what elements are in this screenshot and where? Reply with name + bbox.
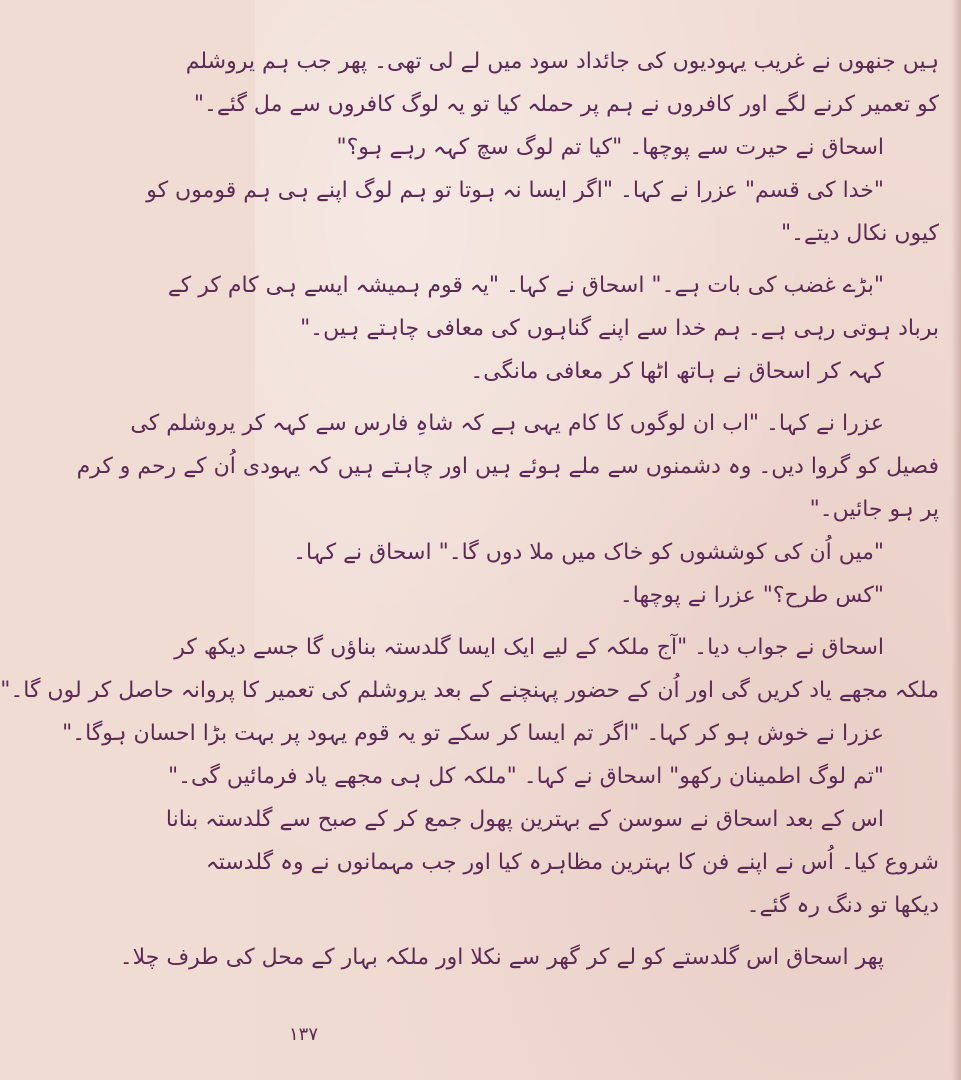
page-number: ١٣٧	[289, 1024, 319, 1045]
text-line: کو تعمیر کرنے لگے اور کافروں نے ہم پر حملہ کیا تو یہ لوگ کافروں سے مل گئے۔"	[193, 92, 939, 117]
text-line: "میں اُن کی کوششوں کو خاک میں ملا دوں گا۔" اسحاق نے کہا۔	[293, 540, 884, 565]
text-line: "خدا کی قسم" عزرا نے کہا۔ "اگر ایسا نہ ہوتا تو ہم لوگ اپنے ہی ہم قوموں کو	[146, 178, 884, 203]
text-line: پر ہو جائیں۔"	[809, 497, 939, 522]
text-line: فصیل کو گروا دیں۔ وہ دشمنوں سے ملے ہوئے ہیں اور چاہتے ہیں کہ یہودی اُن کے رحم و کرم	[76, 454, 939, 479]
text-line: اس کے بعد اسحاق نے سوسن کے بہترین پھول جمع کر کے صبح سے گلدستہ بنانا	[165, 807, 884, 832]
text-line: ہیں جنھوں نے غریب یہودیوں کی جائداد سود میں لے لی تھی۔ پھر جب ہم یروشلم	[185, 49, 939, 74]
text-line: اسحاق نے جواب دیا۔ "آج ملکہ کے لیے ایک ایسا گلدستہ بناؤں گا جسے دیکھ کر	[174, 635, 884, 660]
text-line: "کس طرح؟" عزرا نے پوچھا۔	[619, 583, 884, 608]
text-line: اسحاق نے حیرت سے پوچھا۔ "کیا تم لوگ سچ کہہ رہے ہو؟"	[336, 135, 884, 160]
page-spine-shadow	[951, 0, 961, 1080]
text-line: دیکھا تو دنگ رہ گئے۔	[746, 893, 939, 918]
text-line: کیوں نکال دیتے۔"	[780, 221, 939, 246]
text-line: ملکہ مجھے یاد کریں گی اور اُن کے حضور پہنچنے کے بعد یروشلم کی تعمیر کا پروانہ حاصل کر لوں گا۔"	[0, 678, 939, 703]
text-line: "بڑے غضب کی بات ہے۔" اسحاق نے کہا۔ "یہ قوم ہمیشہ ایسے ہی کام کر کے	[167, 273, 884, 298]
text-line: عزرا نے کہا۔ "اب ان لوگوں کا کام یہی ہے کہ شاہِ فارس سے کہہ کر یروشلم کی	[130, 411, 884, 436]
text-line: عزرا نے خوش ہو کر کہا۔ "اگر تم ایسا کر سکے تو یہ قوم یہود پر بہت بڑا احسان ہوگا۔"	[62, 721, 884, 746]
text-line: برباد ہوتی رہی ہے۔ ہم خدا سے اپنے گناہوں کی معافی چاہتے ہیں۔"	[300, 316, 939, 341]
text-line: کہہ کر اسحاق نے ہاتھ اٹھا کر معافی مانگی۔	[470, 359, 884, 384]
text-line: پھر اسحاق اس گلدستے کو لے کر گھر سے نکلا اور ملکہ بہار کے محل کی طرف چلا۔	[119, 945, 884, 970]
text-line: شروع کیا۔ اُس نے اپنے فن کا بہترین مظاہرہ کیا اور جب مہمانوں نے وہ گلدستہ	[205, 850, 939, 875]
body-text	[0, 40, 939, 979]
text-line: "تم لوگ اطمینان رکھو" اسحاق نے کہا۔ "ملکہ کل ہی مجھے یاد فرمائیں گی۔"	[168, 764, 884, 789]
